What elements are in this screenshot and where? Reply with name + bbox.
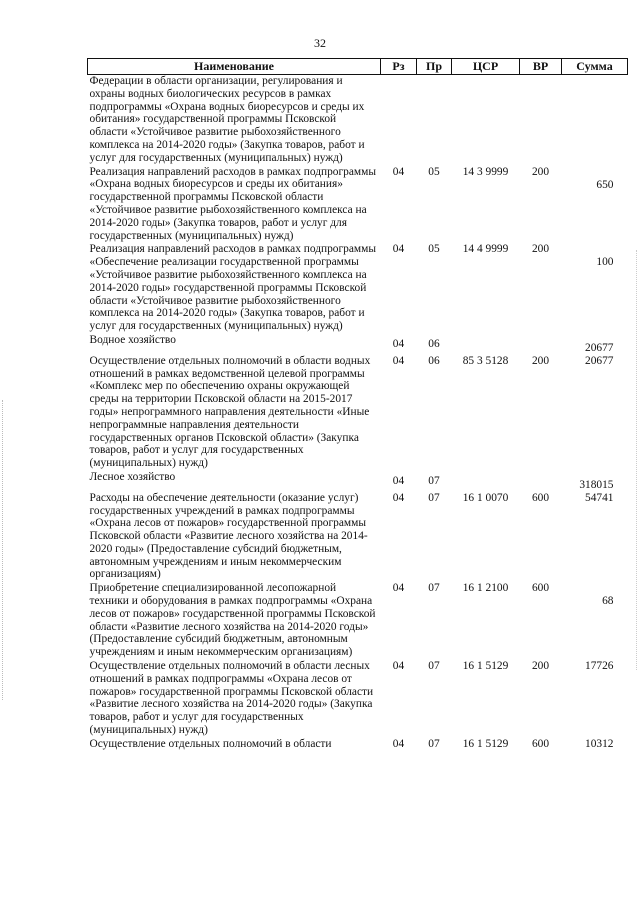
column-header-csr: ЦСР xyxy=(452,59,520,75)
row-sum xyxy=(562,75,628,166)
table-row xyxy=(88,166,628,244)
row-rz: 04 xyxy=(392,737,405,750)
row-rz: 04 xyxy=(392,582,405,595)
budget-table xyxy=(87,58,628,751)
row-csr: 16 1 5129 xyxy=(462,660,509,673)
row-vr: 600 xyxy=(531,737,550,750)
row-name: Лесное хозяйство xyxy=(89,470,176,483)
table-row xyxy=(88,582,628,660)
row-rz: 04 xyxy=(392,491,405,504)
row-sum: 318015 xyxy=(579,478,614,491)
table-row xyxy=(88,660,628,738)
row-name: Осуществление отдельных полномочий в области xyxy=(89,737,332,750)
row-name: Расходы на обеспечение деятельности (оказание услуг) государственных учреждений в рамках подпрограммы «Охрана лесов от пожаров» государственной программы Псковской области «Развитие лесного хозяйства на 2014-2020 годы» (Предоставление субсидий бюджетным, автономным учреждениям и иным некоммерческим организациям) xyxy=(89,491,368,581)
page-number: 32 xyxy=(314,36,326,50)
row-name: Приобретение специализированной лесопожарной техники и оборудования в рамках подпрограммы «Охрана лесов от пожаров» государственной программы Псковской области «Развитие лесного хозяйства на 2014-2020 годы» (Предоставление субсидий бюджетным, автономным учреждениям и иным некоммерческим организациям) xyxy=(89,582,376,659)
row-vr xyxy=(520,75,562,166)
row-vr: 600 xyxy=(531,582,550,595)
row-pr: 07 xyxy=(428,474,440,487)
row-csr: 85 3 5128 xyxy=(462,354,509,367)
row-rz: 04 xyxy=(392,165,405,178)
row-csr: 16 1 5129 xyxy=(462,737,509,750)
row-rz: 04 xyxy=(392,243,405,256)
row-name: Реализация направлений расходов в рамках подпрограммы «Обеспечение реализации государственной программы «Устойчивое развитие рыбохозяйственного комплекса на 2014-2020 годы» государственной программы Псковской области «Устойчивое развитие рыбохозяйственного комплекса на 2014-2020 годы» (Закупка товаров, работ и услуг для государственных (муниципальных) нужд) xyxy=(89,243,376,333)
row-sum: 54741 xyxy=(585,491,614,504)
table-row xyxy=(88,243,628,334)
row-sum: 20677 xyxy=(585,341,614,354)
row-csr: 14 3 9999 xyxy=(462,165,509,178)
table-row xyxy=(88,492,628,583)
row-pr: 05 xyxy=(428,243,440,256)
column-header-sum: Сумма xyxy=(562,59,628,75)
row-csr: 16 1 2100 xyxy=(462,582,509,595)
row-vr: 600 xyxy=(531,491,550,504)
row-name: Водное хозяйство xyxy=(89,333,176,346)
row-name: Реализация направлений расходов в рамках подпрограммы «Охрана водных биоресурсов и среды их обитания» государственной программы Псковской области «Устойчивое развитие рыбохозяйственного комплекса на 2014-2020 годы» (Закупка товаров, работ и услуг для государственных (муниципальных) нужд) xyxy=(89,165,376,242)
table-row xyxy=(88,355,628,471)
row-pr: 07 xyxy=(428,660,440,673)
row-pr: 07 xyxy=(428,582,440,595)
row-rz: 04 xyxy=(392,660,405,673)
row-rz: 04 xyxy=(392,474,405,487)
row-sum-cell xyxy=(562,582,628,660)
column-header-name: Наименование xyxy=(88,59,381,75)
row-sum-cell xyxy=(562,166,628,244)
row-sum: 650 xyxy=(596,178,614,191)
row-pr: 07 xyxy=(428,737,440,750)
row-pr xyxy=(417,75,452,166)
scan-margin-mark-right xyxy=(636,250,638,670)
row-vr: 200 xyxy=(531,243,550,256)
row-rz: 04 xyxy=(392,337,405,350)
row-pr: 07 xyxy=(428,491,440,504)
table-header-row xyxy=(88,59,628,75)
column-header-rz: Рз xyxy=(381,59,417,75)
row-csr xyxy=(452,334,520,355)
table-row xyxy=(88,738,628,751)
row-pr: 05 xyxy=(428,165,440,178)
row-vr xyxy=(520,471,562,492)
row-rz: 04 xyxy=(392,354,405,367)
row-csr: 16 1 0070 xyxy=(462,491,509,504)
table-row xyxy=(88,334,628,355)
row-rz xyxy=(381,75,417,166)
row-csr xyxy=(452,471,520,492)
row-vr xyxy=(520,334,562,355)
row-sum: 10312 xyxy=(585,737,614,750)
row-sum: 20677 xyxy=(585,354,614,367)
scan-margin-mark xyxy=(2,400,4,700)
row-csr xyxy=(452,75,520,166)
row-vr: 200 xyxy=(531,660,550,673)
table-row xyxy=(88,471,628,492)
row-sum-cell xyxy=(562,243,628,334)
row-name: Осуществление отдельных полномочий в области лесных отношений в рамках подпрограммы «Охрана лесов от пожаров» государственной программы Псковской области «Развитие лесного хозяйства на 2014-2020 годы» (Закупка товаров, работ и услуг для государственных (муниципальных) нужд) xyxy=(89,660,374,737)
row-pr: 06 xyxy=(428,354,440,367)
column-header-vr: ВР xyxy=(520,59,562,75)
row-sum: 100 xyxy=(596,256,614,269)
row-name: Осуществление отдельных полномочий в области водных отношений в рамках ведомственной целевой программы «Комплекс мер по обеспечению охраны окружающей среды на территории Псковской области на 2015-2017 годы» непрограммного направления деятельности «Иные непрограммные направления деятельности государственных органов Псковской области» (Закупка товаров, работ и услуг для государственных (муниципальных) нужд) xyxy=(89,354,371,470)
row-vr: 200 xyxy=(531,354,550,367)
row-name: Федерации в области организации, регулирования и охраны водных биологических ресурсов в рамках подпрограммы «Охрана водных биоресурсов и среды их обитания» государственной программы Псковской области «Устойчивое развитие рыбохозяйственного комплекса на 2014-2020 годы» (Закупка товаров, работ и услуг для государственных (муниципальных) нужд) xyxy=(89,75,365,164)
table-row xyxy=(88,75,628,166)
row-sum: 68 xyxy=(602,595,614,608)
column-header-pr: Пр xyxy=(417,59,452,75)
row-sum: 17726 xyxy=(585,660,614,673)
row-vr: 200 xyxy=(531,165,550,178)
row-csr: 14 4 9999 xyxy=(462,243,509,256)
row-pr: 06 xyxy=(428,337,440,350)
